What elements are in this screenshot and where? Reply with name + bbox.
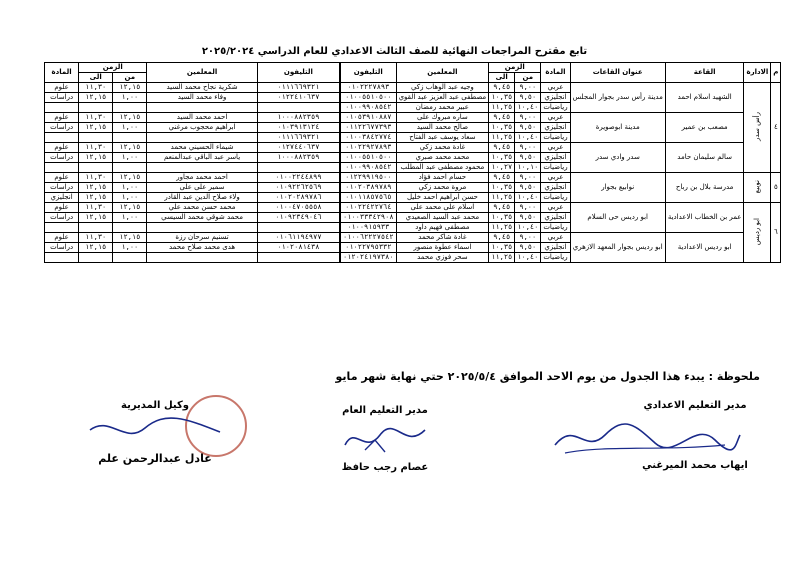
table-row <box>45 113 340 123</box>
cell-phone <box>257 223 339 233</box>
col-teachers: المعلمين <box>147 63 257 83</box>
handwritten-signature <box>545 415 745 460</box>
cell-teacher: محمد حسن محمد علي <box>147 203 257 213</box>
cell-from: ٩,٥٠ <box>515 93 541 103</box>
handwritten-signature <box>335 420 435 460</box>
cell-hall: عمر بن الخطاب الاعدادية <box>665 203 744 233</box>
cell-teacher: محمد عبد السيد الصعيدي <box>396 213 489 223</box>
cell-subject: عربي <box>541 233 570 243</box>
cell-phone: ٠١٠٣٩١٣١٢٤ <box>257 123 339 133</box>
cell-hall: مدرسة بلال بن رباح <box>665 173 744 203</box>
col-from: من <box>113 73 147 83</box>
col-time: الزمن <box>489 63 541 73</box>
cell-phone: ٠١٠٢٠٢٨٩٧٨٦ <box>257 193 339 203</box>
cell-to: ١,٠٠ <box>113 123 147 133</box>
cell-to: ١,٠٠ <box>113 213 147 223</box>
cell-phone: ٠١٠٩٢٢٦٢٥٦٩ <box>257 183 339 193</box>
cell-subject <box>45 253 79 263</box>
cell-from: ٩,٠٠ <box>515 203 541 213</box>
left-schedule-table <box>44 62 340 263</box>
cell-addr: سدر وادي سدر <box>570 143 665 173</box>
cell-from: ٩,٥٠ <box>515 153 541 163</box>
cell-phone: ٠١٠٠٩١٥٩٣٣ <box>341 223 397 233</box>
cell-phone: ٠١٠٠٩٩٠٨٥٤٢ <box>341 103 397 113</box>
signature-role: مدير التعليم الاعدادي <box>643 400 747 411</box>
cell-from: ١٢,١٥ <box>79 243 113 253</box>
cell-from: ١٠,٤٠ <box>515 133 541 143</box>
table-row <box>45 83 340 93</box>
cell-teacher: مروة محمد زكي <box>396 183 489 193</box>
cell-subject: انجليزي <box>541 213 570 223</box>
cell-admin: نويبع <box>744 173 771 203</box>
cell-teacher: اسماء عطوة منصور <box>396 243 489 253</box>
cell-subject: انجليزي <box>541 153 570 163</box>
cell-teacher: محمد شوقي محمد السيسي <box>147 213 257 223</box>
cell-subject <box>45 163 79 173</box>
table-row <box>341 143 781 153</box>
table-row <box>45 133 340 143</box>
cell-subject: عربي <box>541 83 570 93</box>
cell-hall: سالم سليمان حامد <box>665 143 744 173</box>
cell-to: ١,٠٠ <box>113 153 147 163</box>
cell-subject: رياضيات <box>541 103 570 113</box>
cell-from: ٩,٥٠ <box>515 123 541 133</box>
cell-subject: عربي <box>541 173 570 183</box>
col-addr: عنوان القاعات <box>570 63 665 83</box>
cell-phone: ٠١٠١١٨٥٧٥٦٥ <box>341 193 397 203</box>
col-phone: التليفون <box>341 63 397 83</box>
cell-teacher: ساره مبروك على <box>396 113 489 123</box>
handwritten-signature <box>85 410 225 450</box>
cell-to: ١٠,٢٧ <box>489 163 515 173</box>
table-row <box>45 253 340 263</box>
cell-to: ٩,٤٥ <box>489 203 515 213</box>
cell-from: ٩,٥٠ <box>515 183 541 193</box>
table-row <box>45 203 340 213</box>
cell-subject: عربي <box>541 203 570 213</box>
cell-subject: رياضيات <box>541 133 570 143</box>
cell-from: ١١,٣٠ <box>79 233 113 243</box>
cell-phone: ٠١٢٠٢٤١٩٧٣٨٠ <box>341 253 397 263</box>
cell-phone: ٠١٠٢٠٣٨٩٧٨٩ <box>341 183 397 193</box>
cell-from: ١٢,١٥ <box>79 153 113 163</box>
cell-phone: ٠١٠٠٢٢٤٤٨٩٩ <box>257 173 339 183</box>
cell-addr: مدينة رأس سدر بجوار المجلس <box>570 83 665 113</box>
cell-subject: انجليزي <box>541 243 570 253</box>
col-to: الى <box>79 73 113 83</box>
col-teachers: المعلمين <box>396 63 489 83</box>
cell-teacher: ياسر عبد الباقي عبدالمنعم <box>147 153 257 163</box>
col-to: الى <box>489 73 515 83</box>
cell-to: ٩,٤٥ <box>489 143 515 153</box>
cell-teacher: عبير محمد رمضان <box>396 103 489 113</box>
cell-teacher: محمود مصطفى عبد المطلب <box>396 163 489 173</box>
cell-teacher: حسن ابراهيم احمد خليل <box>396 193 489 203</box>
cell-phone: ٠١٢٢٤١٠٦٣٧ <box>257 93 339 103</box>
cell-teacher: غادة شاكر محمد <box>396 233 489 243</box>
cell-teacher: سحر فوزي محمد <box>396 253 489 263</box>
cell-phone: ٠١٠٠٥٥١٠٥٠٠ <box>341 153 397 163</box>
cell-subject: رياضيات <box>541 223 570 233</box>
cell-teacher: شكرية نجاح محمد السيد <box>147 83 257 93</box>
cell-phone: ٠١٠٠٣٣٣٤٢٩٠٨ <box>341 213 397 223</box>
cell-teacher: وفاء محمد السيد <box>147 93 257 103</box>
cell-subject: رياضيات <box>541 163 570 173</box>
cell-from: ٩,٥٠ <box>515 213 541 223</box>
cell-from: ١١,٣٠ <box>79 143 113 153</box>
cell-teacher: احمد محمد السيد <box>147 113 257 123</box>
cell-to: ١٠,٣٥ <box>489 93 515 103</box>
cell-phone: ٠١١١٦٦٩٣٢١ <box>257 133 339 143</box>
cell-phone: ٠١٢٢٩٩١٩٥٠٠ <box>341 173 397 183</box>
cell-from: ١٢,١٥ <box>79 123 113 133</box>
cell-phone <box>257 253 339 263</box>
page-title: تابع مقترح المراجعات النهائية للصف الثالث الاعدادي للعام الدراسي ٢٠٢٥/٢٠٢٤ <box>201 46 588 57</box>
cell-subject: انجليزي <box>541 183 570 193</box>
cell-subject <box>45 103 79 113</box>
cell-hall: ابو رديس الاعدادية <box>665 233 744 263</box>
table-row <box>45 233 340 243</box>
cell-subject: علوم <box>45 83 79 93</box>
cell-subject: رياضيات <box>541 253 570 263</box>
cell-teacher <box>147 103 257 113</box>
table-row <box>45 243 340 253</box>
col-subject: المادة <box>541 63 570 83</box>
cell-subject <box>45 133 79 143</box>
cell-teacher: سمير على على <box>147 183 257 193</box>
cell-phone <box>257 163 339 173</box>
cell-phone: ٠١٠٩٢٣٤٩٠٤٦ <box>257 213 339 223</box>
cell-addr: ابو رديس بجوار المعهد الازهري <box>570 233 665 263</box>
cell-from: ١٠,١٠ <box>515 163 541 173</box>
cell-phone: ٠١٠٠٤٧٠٥٥٥٨ <box>257 203 339 213</box>
cell-from: ١٢,١٥ <box>79 183 113 193</box>
cell-subject: علوم <box>45 203 79 213</box>
signature-block-preparatory <box>620 400 770 411</box>
cell-to <box>113 253 147 263</box>
table-row <box>341 113 781 123</box>
cell-subject: عربي <box>541 113 570 123</box>
cell-from: ١٢,١٥ <box>79 93 113 103</box>
signature-role: مدير التعليم العام <box>342 405 428 416</box>
cell-phone: ٠١٠٠٦٢٢٢٧٥٤٢ <box>341 233 397 243</box>
col-admin: الادارة <box>744 63 771 83</box>
cell-to: ١,٠٠ <box>113 183 147 193</box>
cell-to: ١٠,٣٥ <box>489 183 515 193</box>
cell-addr: ابو رديس حى السلام <box>570 203 665 233</box>
table-row <box>45 103 340 113</box>
signature-block-general <box>320 405 450 416</box>
cell-teacher <box>147 253 257 263</box>
cell-to: ٩,٤٥ <box>489 113 515 123</box>
cell-to: ١١,٢٥ <box>489 103 515 113</box>
cell-phone: ٠١٠٢٢٧٩٥٣٣٢ <box>341 243 397 253</box>
cell-to: ١,٠٠ <box>113 93 147 103</box>
cell-admin: ابو رديس <box>744 203 771 263</box>
cell-subject: دراسات <box>45 183 79 193</box>
cell-phone: ٠١٠٥٣٩١٠٨٨٧ <box>341 113 397 123</box>
cell-teacher: ابراهيم محجوب مرغني <box>147 123 257 133</box>
cell-subject: علوم <box>45 173 79 183</box>
table-row <box>45 193 340 203</box>
cell-teacher: ولاء صلاح الدين عبد القادر <box>147 193 257 203</box>
cell-from: ٩,٠٠ <box>515 113 541 123</box>
cell-to: ١١,٢٥ <box>489 253 515 263</box>
col-m: م <box>771 63 781 83</box>
table-row <box>341 203 781 213</box>
cell-subject: دراسات <box>45 153 79 163</box>
cell-subject: انجليزي <box>541 93 570 103</box>
cell-to: ١١,٢٥ <box>489 133 515 143</box>
col-time: الزمن <box>79 63 147 73</box>
cell-to: ١,٠٠ <box>113 193 147 203</box>
cell-teacher: سعاد يوسف عبد الفتاح <box>396 133 489 143</box>
cell-to: ١٠,٣٥ <box>489 153 515 163</box>
cell-teacher <box>147 163 257 173</box>
cell-phone: ٠١٠٢٠٨١٤٣٨ <box>257 243 339 253</box>
cell-from: ١٠,٤٠ <box>515 223 541 233</box>
col-subject: المادة <box>45 63 79 83</box>
cell-addr: نوابيع بجوار <box>570 173 665 203</box>
cell-from <box>79 163 113 173</box>
cell-to: ١١,٢٥ <box>489 193 515 203</box>
cell-from: ١٠,٤٠ <box>515 253 541 263</box>
cell-to: ٩,٤٥ <box>489 83 515 93</box>
cell-from: ٩,٠٠ <box>515 83 541 93</box>
cell-subject: دراسات <box>45 243 79 253</box>
cell-to <box>113 133 147 143</box>
cell-from: ١١,٣٠ <box>79 203 113 213</box>
cell-phone: ٠١٠٢٢٢٧٨٩٣ <box>341 83 397 93</box>
cell-phone: ٠١٠٠٩٩٠٨٥٤٢ <box>341 163 397 173</box>
cell-from: ٩,٠٠ <box>515 233 541 243</box>
cell-subject <box>45 223 79 233</box>
cell-subject: علوم <box>45 233 79 243</box>
col-from: من <box>515 73 541 83</box>
cell-from: ١١,٣٠ <box>79 173 113 183</box>
table-row <box>341 173 781 183</box>
cell-phone: ٠١٠٠٣٨٤٢٧٧٤ <box>341 133 397 143</box>
cell-to: ١٠,٣٥ <box>489 243 515 253</box>
cell-subject: انجليزي <box>45 193 79 203</box>
cell-subject: علوم <box>45 113 79 123</box>
col-hall: القاعة <box>665 63 744 83</box>
table-row <box>45 153 340 163</box>
cell-to: ١٢,١٥ <box>113 83 147 93</box>
cell-to <box>113 163 147 173</box>
cell-phone: ٠١١١٦٦٩٣٢١ <box>257 83 339 93</box>
cell-teacher: وجيه عبد الوهاب زكي <box>396 83 489 93</box>
cell-teacher: شيماء الحسيني محمد <box>147 143 257 153</box>
cell-from: ١١,٣٠ <box>79 83 113 93</box>
cell-admin: رأس سدر <box>744 83 771 173</box>
cell-teacher: صالح محمد السيد <box>396 123 489 133</box>
cell-from: ١٢,١٥ <box>79 193 113 203</box>
signature-name-deputy: عادل عبدالرحمن علم <box>98 452 212 465</box>
cell-m: ٤ <box>771 83 781 173</box>
cell-phone <box>257 103 339 113</box>
right-schedule-table <box>340 62 781 263</box>
cell-to: ١٢,١٥ <box>113 233 147 243</box>
cell-phone: ١٠٠٠٨٨٢٣٥٩ <box>257 153 339 163</box>
cell-subject: عربي <box>541 143 570 153</box>
cell-from: ١٠,٤٠ <box>515 193 541 203</box>
cell-subject: علوم <box>45 143 79 153</box>
cell-to: ١١,٢٥ <box>489 223 515 233</box>
table-row <box>45 123 340 133</box>
cell-to: ١٠,٣٥ <box>489 213 515 223</box>
cell-from <box>79 223 113 233</box>
cell-to: ١٢,١٥ <box>113 143 147 153</box>
table-row <box>45 213 340 223</box>
table-row <box>45 143 340 153</box>
cell-m: ٦ <box>771 203 781 263</box>
cell-to <box>113 223 147 233</box>
cell-teacher: مصطفى عبد العزيز عبد القوي <box>396 93 489 103</box>
cell-phone: ٠١١٢٢٦٧٧٣٩٣ <box>341 123 397 133</box>
cell-to: ١٢,١٥ <box>113 113 147 123</box>
cell-teacher: مصطفى فهيم داود <box>396 223 489 233</box>
cell-teacher: حسام احمد فؤاد <box>396 173 489 183</box>
table-row <box>45 223 340 233</box>
signature-name-general: عصام رجب حافظ <box>341 462 429 473</box>
cell-phone: ٠١٠٢٢٩٢٧٨٩٣ <box>341 143 397 153</box>
cell-from: ١١,٣٠ <box>79 113 113 123</box>
cell-from <box>79 253 113 263</box>
table-row <box>45 173 340 183</box>
table-row <box>45 183 340 193</box>
cell-subject: انجليزي <box>541 123 570 133</box>
cell-to: ١,٠٠ <box>113 243 147 253</box>
cell-subject: رياضيات <box>541 193 570 203</box>
note-text: ملحوظة : يبدء هذا الجدول من يوم الاحد الموافق ٢٠٢٥/٥/٤ حتي نهاية شهر مايو <box>335 370 760 383</box>
cell-hall: الشهيد اسلام احمد <box>665 83 744 113</box>
cell-teacher: غادة محمد زكي <box>396 143 489 153</box>
table-row <box>45 163 340 173</box>
cell-to: ٩,٤٥ <box>489 233 515 243</box>
cell-hall: مصعب بن عمير <box>665 113 744 143</box>
cell-from <box>79 133 113 143</box>
cell-phone: ٠١٠٠٥٥١٠٥٠٠ <box>341 93 397 103</box>
table-row <box>341 83 781 93</box>
cell-from: ١٢,١٥ <box>79 213 113 223</box>
table-row <box>341 233 781 243</box>
cell-teacher: اسلام على محمد على <box>396 203 489 213</box>
cell-from: ٩,٥٠ <box>515 243 541 253</box>
cell-teacher: احمد محمد مجاور <box>147 173 257 183</box>
cell-addr: مدينة ابوصويرة <box>570 113 665 143</box>
cell-to: ١٢,١٥ <box>113 173 147 183</box>
cell-to <box>113 103 147 113</box>
cell-teacher <box>147 133 257 143</box>
signature-role: وكيل المديرية <box>121 400 189 411</box>
cell-phone: ٠١٠٦١١٩٤٩٧٧ <box>257 233 339 243</box>
cell-subject: دراسات <box>45 123 79 133</box>
cell-teacher: تسنيم سرحان رزة <box>147 233 257 243</box>
cell-phone: ١٠٠٠٨٨٢٣٥٩ <box>257 113 339 123</box>
cell-subject: دراسات <box>45 213 79 223</box>
cell-to: ١٠,٣٥ <box>489 123 515 133</box>
cell-m: ٥ <box>771 173 781 203</box>
col-phone: التليفون <box>257 63 339 83</box>
cell-teacher: محمد محمد صبري <box>396 153 489 163</box>
cell-from <box>79 103 113 113</box>
cell-teacher: هدى محمد صلاح محمد <box>147 243 257 253</box>
cell-phone: ٠١٢٧٤٤٠٦٣٧ <box>257 143 339 153</box>
cell-from: ٩,٠٠ <box>515 173 541 183</box>
cell-subject: دراسات <box>45 93 79 103</box>
cell-from: ١٠,٤٠ <box>515 103 541 113</box>
cell-to: ٩,٤٥ <box>489 173 515 183</box>
cell-phone: ٠١٠٢٢٤٢٢٧٦٤ <box>341 203 397 213</box>
cell-from: ٩,٠٠ <box>515 143 541 153</box>
table-row <box>45 93 340 103</box>
cell-teacher <box>147 223 257 233</box>
cell-to: ١٢,١٥ <box>113 203 147 213</box>
signature-name-preparatory: ايهاب محمد الميرغني <box>642 460 748 471</box>
